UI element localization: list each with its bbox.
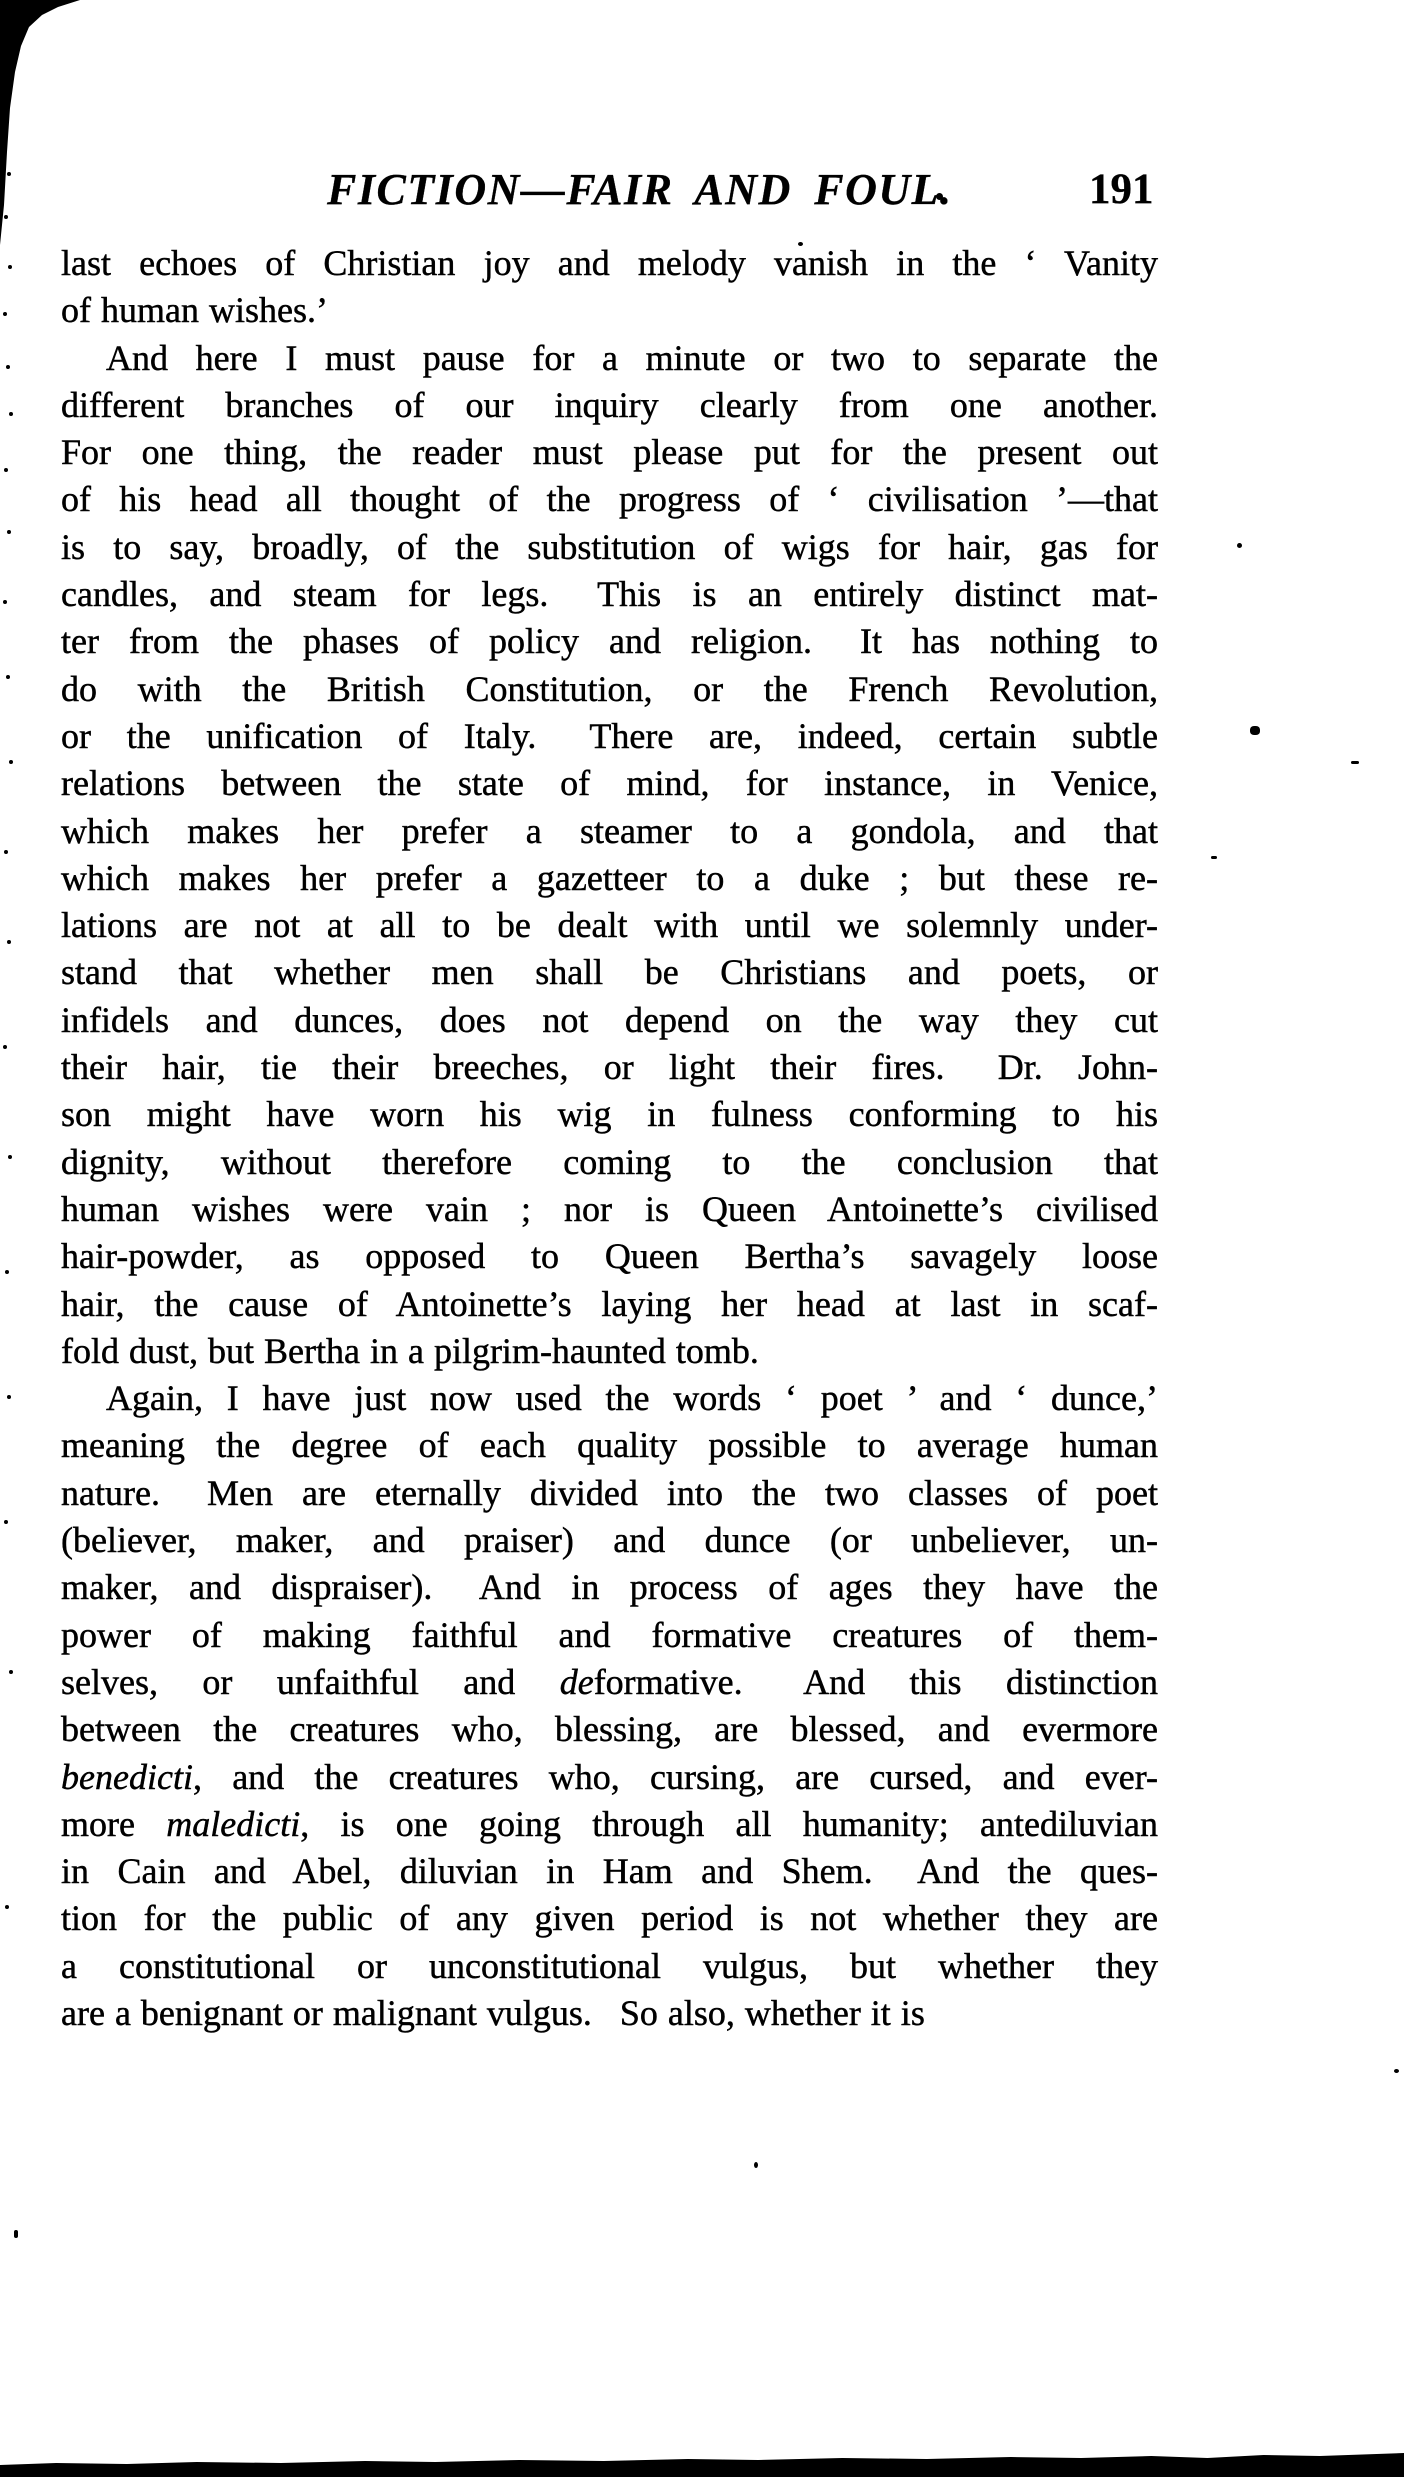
text-segment: lations are not at all to be dealt with until we solemnly under-: [61, 905, 1158, 946]
text-segment: of his head all thought of the progress of ‘ civilisation ’—that: [61, 479, 1158, 520]
text-line: [61, 1517, 1158, 1564]
italic-text: benedicti: [61, 1756, 193, 1797]
text-line: [61, 1233, 1158, 1280]
text-segment: Again, I have just now used the words ‘ poet ’ and ‘ dunce,’: [106, 1378, 1158, 1419]
text-line: [61, 382, 1158, 429]
text-segment: formative. And this distinction: [593, 1661, 1158, 1702]
text-line: [61, 1659, 1158, 1706]
text-line: [61, 666, 1158, 713]
text-segment: infidels and dunces, does not depend on the way they cut: [61, 999, 1158, 1040]
text-line: [61, 1044, 1158, 1091]
text-segment: in Cain and Abel, diluvian in Ham and Shem. And the ques-: [61, 1851, 1158, 1892]
scan-speck: [1394, 2069, 1399, 2073]
text-line: [61, 240, 1158, 287]
italic-text: maledicti: [166, 1803, 301, 1844]
text-segment: son might have worn his wig in fulness conforming to his: [61, 1094, 1158, 1135]
text-segment: hair, the cause of Antoinette’s laying her head at last in scaf-: [61, 1283, 1158, 1324]
text-segment: (believer, maker, and praiser) and dunce (or unbeliever, un-: [61, 1520, 1158, 1561]
text-segment: human wishes were vain ; nor is Queen Antoinette’s civilised: [61, 1188, 1158, 1229]
scan-speck: [14, 2230, 18, 2238]
text-line: [61, 618, 1158, 665]
text-line: [61, 1375, 1158, 1422]
paragraph: [61, 1375, 1158, 2037]
text-segment: hair-powder, as opposed to Queen Bertha’s savagely loose: [61, 1236, 1158, 1277]
text-segment: or the unification of Italy. There are, indeed, certain subtle: [61, 715, 1158, 756]
text-segment: their hair, tie their breeches, or light their fires. Dr. John-: [61, 1047, 1158, 1088]
scan-speck: [754, 2162, 758, 2168]
text-segment: maker, and dispraiser). And in process of ages they have the: [61, 1567, 1158, 1608]
text-line: [61, 760, 1158, 807]
text-line: [61, 1612, 1158, 1659]
scan-speck: [1250, 726, 1260, 735]
text-segment: ter from the phases of policy and religion. It has nothing to: [61, 621, 1158, 662]
text-line: [61, 1470, 1158, 1517]
page-number: 191: [1089, 166, 1154, 213]
text-segment: And here I must pause for a minute or two to separate the: [106, 337, 1158, 378]
text-line: [61, 1328, 1158, 1375]
paragraph: [61, 335, 1158, 1376]
text-segment: power of making faithful and formative creatures of them-: [61, 1614, 1158, 1655]
text-segment: between the creatures who, blessing, are blessed, and evermore: [61, 1709, 1158, 1750]
text-line: [61, 713, 1158, 760]
text-line: [61, 429, 1158, 476]
text-segment: tion for the public of any given period is not whether they are: [61, 1898, 1158, 1939]
text-line: [61, 1186, 1158, 1233]
text-line: [61, 1564, 1158, 1611]
text-line: [61, 1801, 1158, 1848]
text-segment: are a benignant or malignant vulgus. So also, whether it is: [61, 1992, 925, 2033]
text-line: [61, 1706, 1158, 1753]
scan-speck: [1237, 543, 1242, 548]
text-line: [61, 997, 1158, 1044]
text-segment: meaning the degree of each quality possible to average human: [61, 1425, 1158, 1466]
text-line: [61, 571, 1158, 618]
text-body: [61, 240, 1158, 2037]
text-line: [61, 855, 1158, 902]
text-segment: more: [61, 1803, 167, 1844]
text-segment: do with the British Constitution, or the French Revolution,: [61, 668, 1158, 709]
scan-noise-left-edge: [3, 60, 7, 64]
text-segment: nature. Men are eternally divided into the two classes of poet: [61, 1472, 1158, 1513]
text-line: [61, 476, 1158, 523]
text-line: [61, 1139, 1158, 1186]
text-segment: which makes her prefer a steamer to a gondola, and that: [61, 810, 1158, 851]
text-segment: For one thing, the reader must please put for the present out: [61, 432, 1158, 473]
text-segment: , and the creatures who, cursing, are cursed, and ever-: [192, 1756, 1158, 1797]
text-segment: selves, or unfaithful and: [61, 1661, 560, 1702]
text-line: [61, 335, 1158, 382]
text-segment: a constitutional or unconstitutional vulgus, but whether they: [61, 1945, 1158, 1986]
text-line: [61, 1990, 1158, 2037]
italic-text: de: [559, 1661, 594, 1702]
text-segment: , is one going through all humanity; antediluvian: [300, 1803, 1158, 1844]
text-line: [61, 1281, 1158, 1328]
text-line: [61, 524, 1158, 571]
scan-speck: [1211, 856, 1217, 859]
text-segment: of human wishes.’: [61, 290, 328, 331]
text-line: [61, 902, 1158, 949]
text-segment: candles, and steam for legs. This is an entirely distinct mat-: [61, 574, 1158, 615]
text-segment: different branches of our inquiry clearly from one another.: [61, 384, 1158, 425]
text-line: [61, 1754, 1158, 1801]
text-segment: is to say, broadly, of the substitution of wigs for hair, gas for: [61, 526, 1158, 567]
text-segment: relations between the state of mind, for instance, in Venice,: [61, 763, 1158, 804]
paragraph: [61, 240, 1158, 335]
text-line: [61, 949, 1158, 996]
running-head-title: FICTION—FAIR AND FOUL.: [327, 165, 953, 214]
text-segment: which makes her prefer a gazetteer to a duke ; but these re-: [61, 857, 1158, 898]
text-line: [61, 808, 1158, 855]
text-line: [61, 1848, 1158, 1895]
text-segment: stand that whether men shall be Christians and poets, or: [61, 952, 1158, 993]
text-line: [61, 1091, 1158, 1138]
scan-black-band-bottom: [0, 2452, 1404, 2477]
scan-smudge-top-left: [0, 0, 96, 250]
text-line: [61, 287, 1158, 334]
scan-speck: [1351, 761, 1359, 764]
text-segment: dignity, without therefore coming to the conclusion that: [61, 1141, 1158, 1182]
text-line: [61, 1943, 1158, 1990]
text-line: [61, 1422, 1158, 1469]
text-line: [61, 1895, 1158, 1942]
text-segment: fold dust, but Bertha in a pilgrim-haunted tomb.: [61, 1330, 759, 1371]
text-segment: last echoes of Christian joy and melody vanish in the ‘ Vanity: [61, 243, 1158, 283]
